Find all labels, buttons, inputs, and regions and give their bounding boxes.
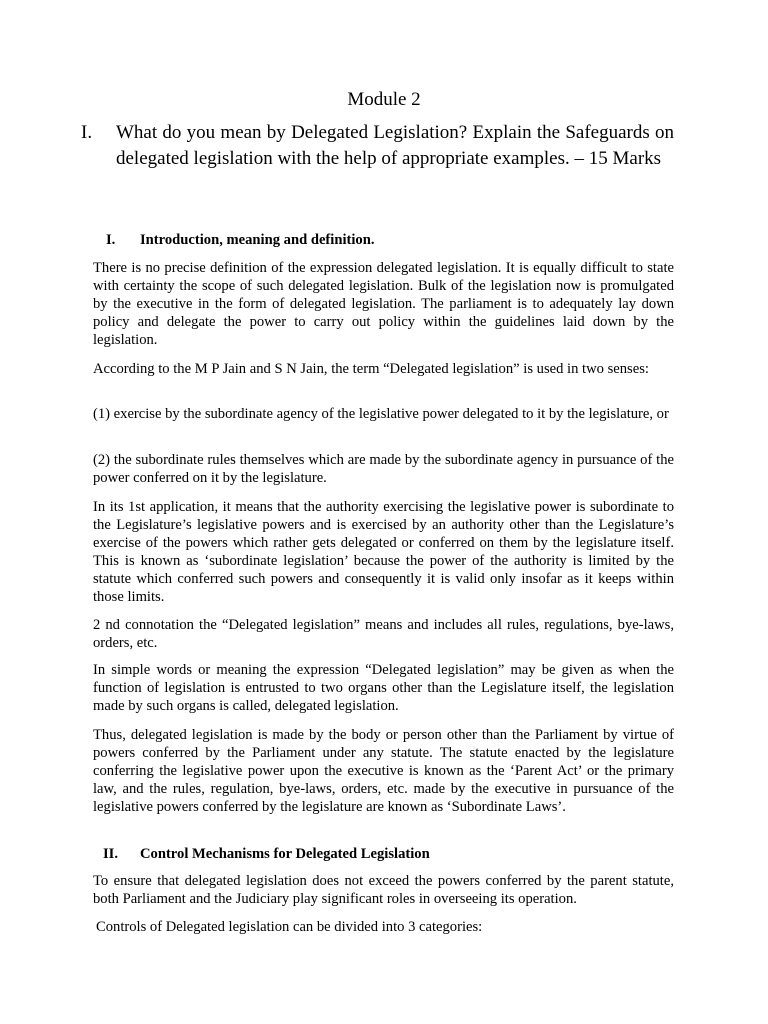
paragraph-parent-act: Thus, delegated legislation is made by the body or person other than the Parliament by virtue of powers conferred by the Parliament under any statute. The statute enacted by the legislature conferring the legislative power upon the executive is known as the ‘Parent Act’ or the primary law, and the rules, regulation, bye-laws, orders, etc. made by the executive in pursuance of the legislative powers conferred by the legislature are known as ‘Subordinate Laws’. (93, 727, 674, 815)
question-text: What do you mean by Delegated Legislation? Explain the Safeguards on delegated legislation with the help of appropriate examples. – 15 Marks (116, 122, 674, 169)
section-number: I. (106, 232, 116, 248)
module-title: Module 2 (347, 89, 421, 110)
question-number: I. (81, 122, 93, 143)
section-title: Introduction, meaning and definition. (140, 232, 375, 248)
section-number: II. (103, 846, 119, 862)
paragraph-two-senses: According to the M P Jain and S N Jain, the term “Delegated legislation” is used in two senses: (93, 361, 649, 377)
paragraph-control-categories: Controls of Delegated legislation can be divided into 3 categories: (96, 919, 483, 935)
paragraph-definition: There is no precise definition of the expression delegated legislation. It is equally difficult to state with certainty the scope of such delegated legislation. Bulk of the legislation now is promulgated by the executive in the form of delegated legislation. The parliament is to adequately lay down policy and delegate the power to carry out policy within the guidelines laid down by the legislation. (93, 260, 674, 348)
paragraph-sense-one: (1) exercise by the subordinate agency of the legislative power delegated to it by the legislature, or (93, 406, 669, 422)
exam-question (81, 120, 674, 171)
paragraph-first-application: In its 1st application, it means that the authority exercising the legislative power is subordinate to the Legislature’s legislative powers and is exercised by an authority other than the Legislature’s exercise of the powers which rather gets delegated or conferred on them by the legislature itself. This is known as ‘subordinate legislation’ because the power of the authority is limited by the statute which conferred such powers and consequently it is valid only insofar as it keeps within those limits. (93, 499, 674, 605)
paragraph-simple-meaning: In simple words or meaning the expression “Delegated legislation” may be given as when the function of legislation is entrusted to two organs other than the Legislature itself, the legislation made by such organs is called, delegated legislation. (93, 662, 674, 714)
paragraph-sense-two: (2) the subordinate rules themselves which are made by the subordinate agency in pursuance of the power conferred on it by the legislature. (93, 452, 674, 486)
paragraph-second-connotation: 2 nd connotation the “Delegated legislation” means and includes all rules, regulations, bye-laws, orders, etc. (93, 617, 674, 651)
paragraph-oversight: To ensure that delegated legislation does not exceed the powers conferred by the parent statute, both Parliament and the Judiciary play significant roles in overseeing its operation. (93, 873, 674, 907)
section-title: Control Mechanisms for Delegated Legislation (140, 846, 430, 862)
